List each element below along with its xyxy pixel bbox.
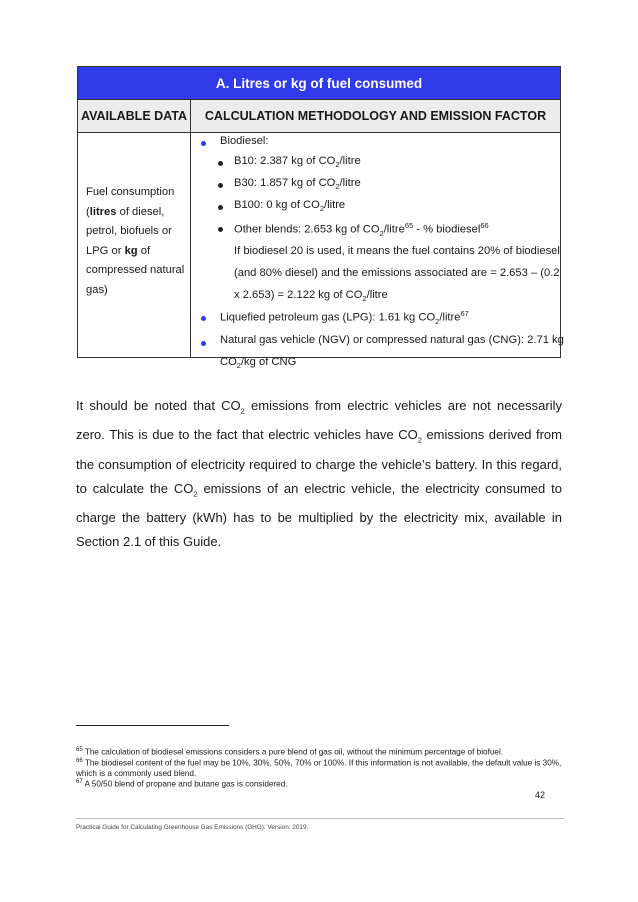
other-blends-factor: Other blends: 2.653 kg of $CO_2/litre^{65}$ - % biodiesel$^{66}$ [234, 221, 489, 238]
table-row [78, 133, 564, 371]
bullet-icon [201, 341, 206, 346]
left-line: LPG or kg of [86, 244, 151, 257]
available-data-cell [78, 133, 191, 357]
bullet-icon [218, 205, 223, 210]
footer-separator [76, 818, 564, 819]
bullet-icon [201, 316, 206, 321]
left-line: (litres of diesel, [86, 205, 165, 218]
bullet-icon [218, 227, 223, 232]
b30-factor: B30: 1.857 kg of $CO_2$/litre [234, 177, 361, 192]
biodiesel-heading: Biodiesel: [220, 135, 269, 147]
paragraph-text: It should be noted that $CO_2$ emissions from electric vehicles are not necessarily zero. This is due to the fact that electric vehicles have $CO_2$ emissions derived from the consumption of electricity required to charge the vehicle’s battery. In this regard, to calculate the $CO_2$ emissions of an electric vehicle, the electricity consumed to charge the battery (kWh) has to be multiplied by the electricity mix, available in Section 2.1 of this Guide. [76, 398, 562, 549]
page-number: 42 [535, 790, 546, 800]
bullet-icon [218, 161, 223, 166]
left-line: petrol, biofuels or [86, 225, 172, 237]
column-header-available-data: AVAILABLE DATA [78, 100, 191, 132]
b20-note-line: x 2.653) = 2.122 kg of $CO_2$/litre [234, 289, 388, 304]
bullet-icon [201, 141, 206, 146]
b100-factor: B100: 0 kg of $CO_2$/litre [234, 199, 346, 214]
footnote-65: $^{65}$ The calculation of biodiesel emissions considers a pure blend of gas oil, without the minimum percentage of biofuel. [76, 747, 504, 757]
cng-factor-cont: $CO_2/kg$ of CNG [220, 356, 297, 371]
page-footer: Practical Guide for Calculating Greenhouse Gas Emissions (GHG). Version: 2019. [76, 824, 309, 831]
footnote-67: $^{67}$ A 50/50 blend of propane and butane gas is considered. [76, 779, 288, 789]
table-title: A. Litres or kg of fuel consumed [78, 67, 560, 100]
b10-factor: B10: 2.387 kg of $CO_2$/litre [234, 155, 361, 170]
footnote-66: $^{66}$ The biodiesel content of the fuel may be 10%, 30%, 50%, 70% or 100%. If this information is not available, the default value is 30%, which is a commonly used blend. [76, 758, 562, 778]
cng-factor: Natural gas vehicle (NGV) or compressed natural gas (CNG): 2.71 kg [220, 334, 564, 346]
lpg-factor: Liquefied petroleum gas (LPG): 1.61 kg $CO_2/litre^{67}$ [220, 309, 469, 326]
table-column-headers [78, 100, 560, 133]
footnote-separator [76, 725, 229, 726]
left-line: compressed natural [86, 264, 185, 276]
bullet-icon [218, 183, 223, 188]
b20-note-line: If biodiesel 20 is used, it means the fuel contains 20% of biodiesel [234, 245, 560, 257]
methodology-cell [191, 133, 564, 371]
available-data-text [86, 183, 184, 300]
body-paragraph [76, 394, 562, 554]
left-line: gas) [86, 283, 108, 296]
left-line: Fuel consumption [86, 186, 175, 198]
column-header-methodology: CALCULATION METHODOLOGY AND EMISSION FACTOR [204, 109, 547, 123]
b20-note-line: (and 80% diesel) and the emissions associated are = 2.653 – (0.2 [234, 267, 560, 279]
emission-factor-table [77, 66, 564, 371]
